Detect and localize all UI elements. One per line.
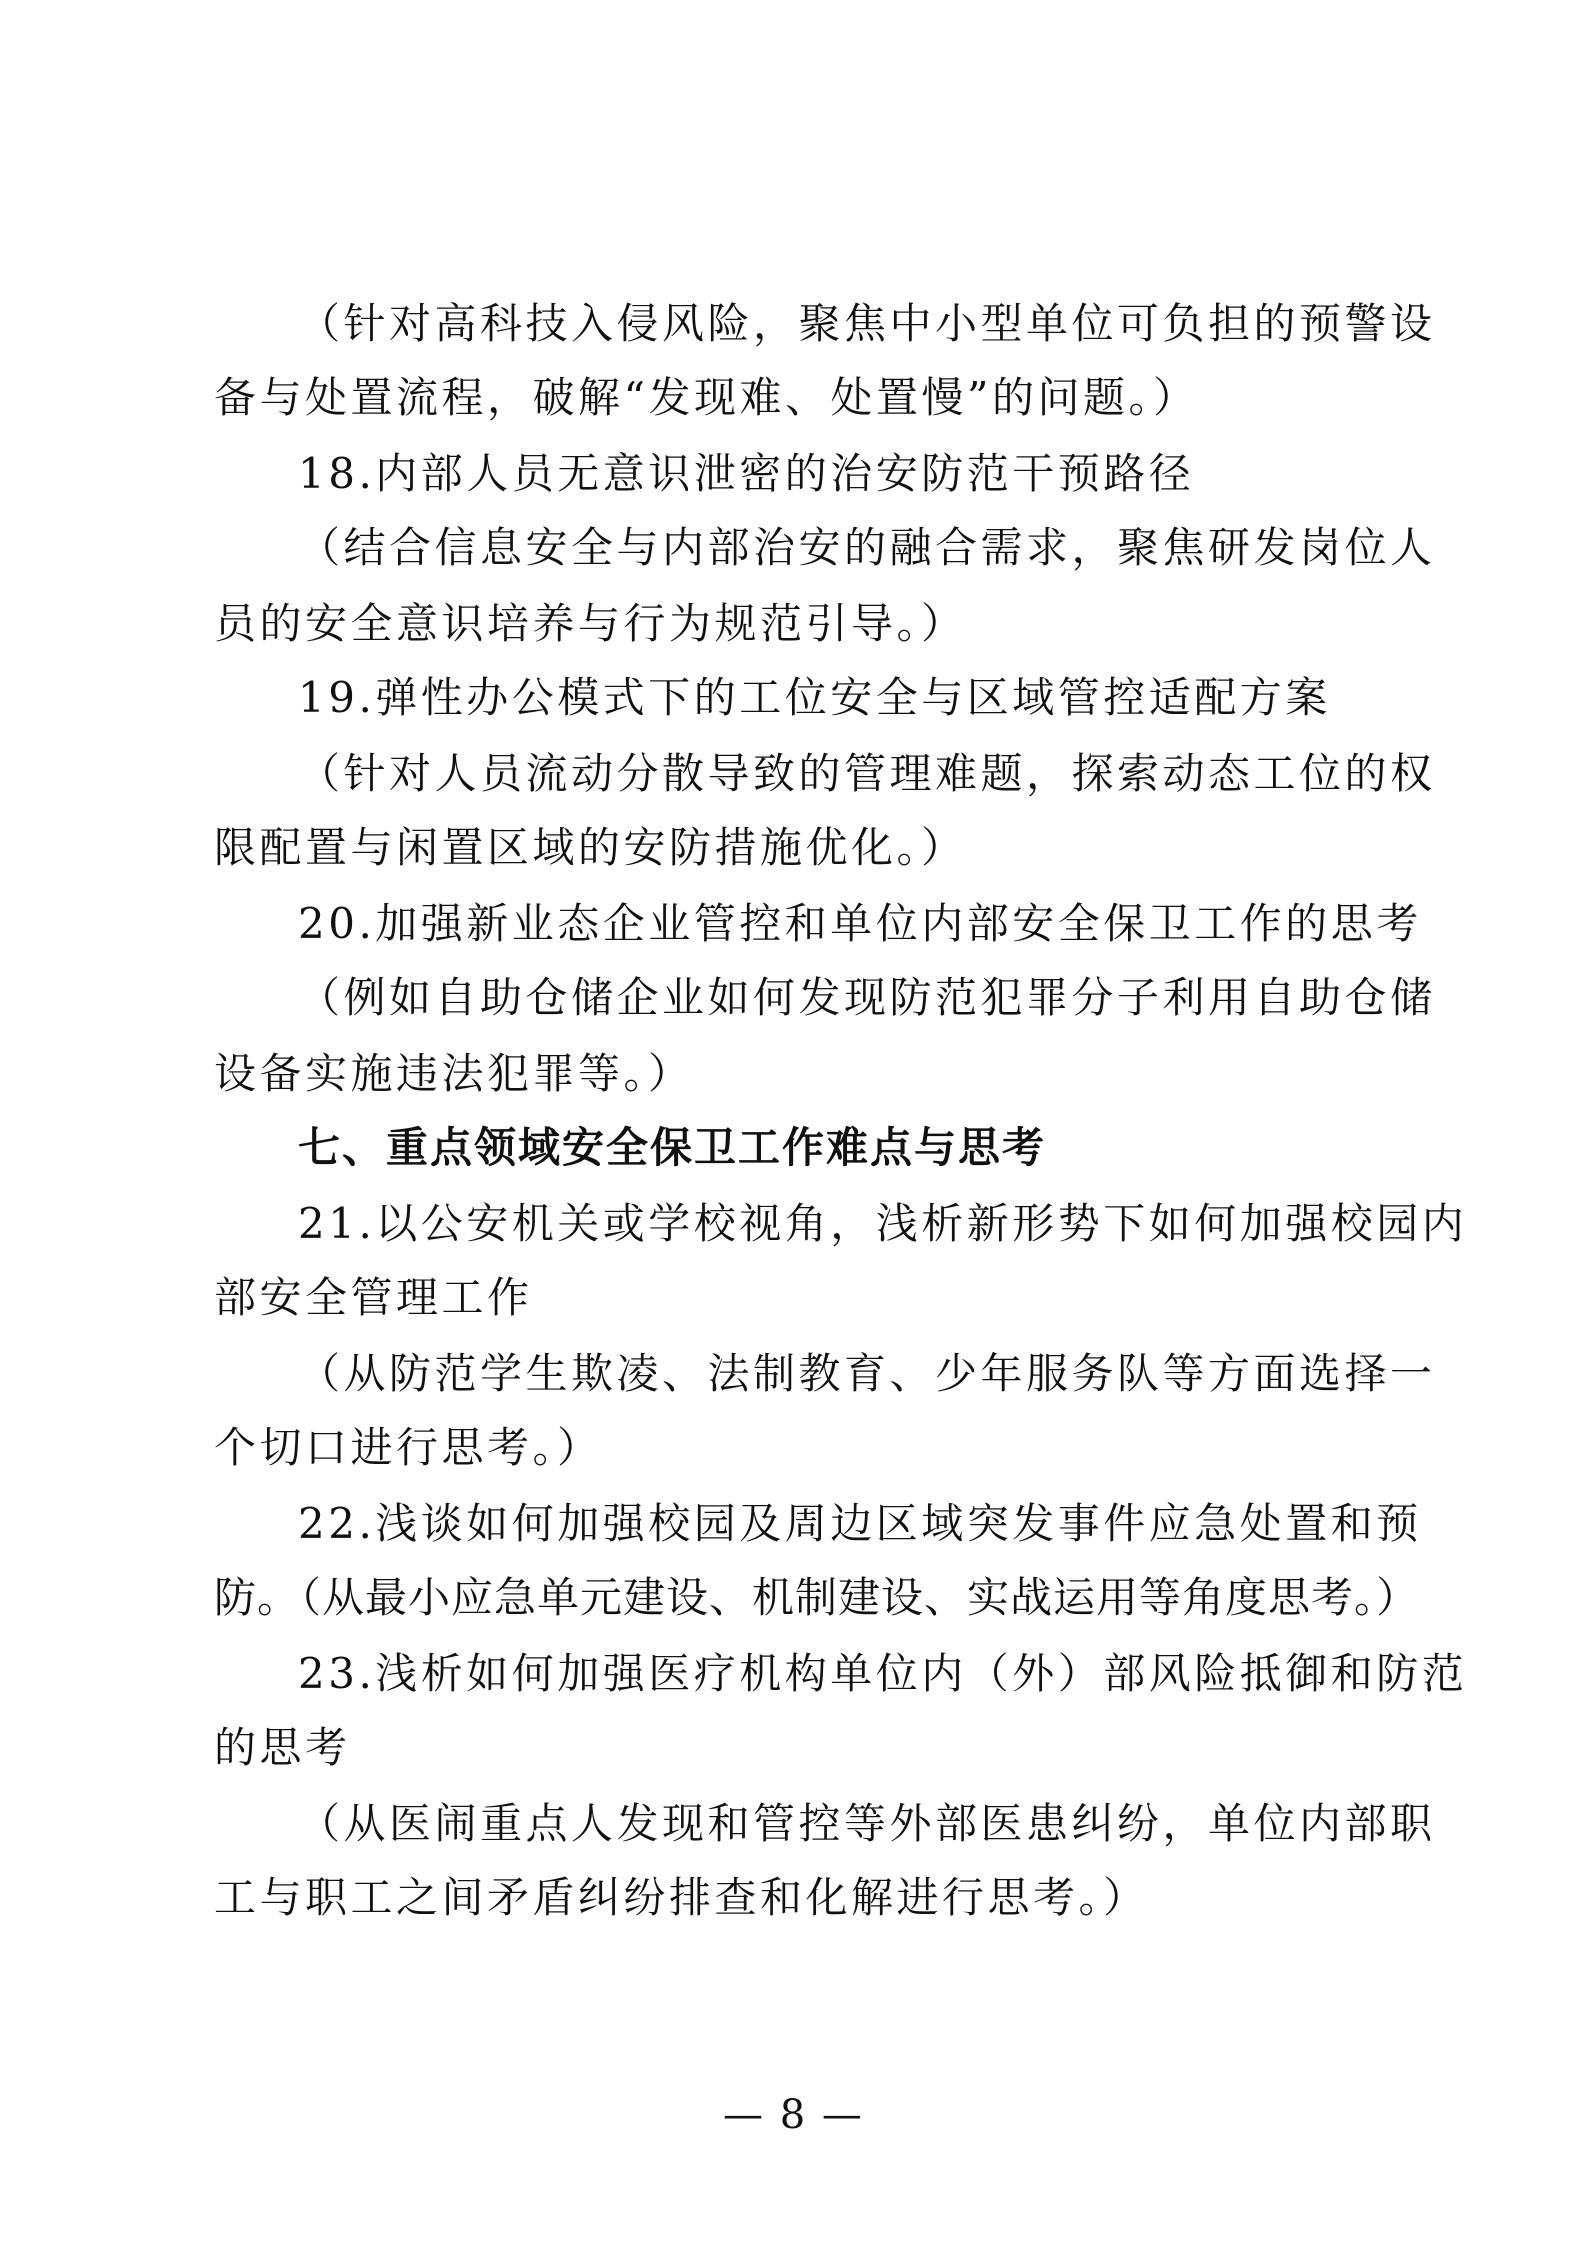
paragraph-line: （针对高科技入侵风险，聚焦中小型单位可负担的预警设 [298, 299, 1436, 348]
item-title-21: 21.以公安机关或学校视角，浅析新形势下如何加强校园内 [298, 1199, 1468, 1248]
paragraph-line: 防。（从最小应急单元建设、机制建设、实战运用等角度思考。） [214, 1573, 1420, 1622]
section-heading: 七、重点领域安全保卫工作难点与思考 [298, 1123, 1047, 1172]
paragraph-line: 部安全管理工作 [214, 1273, 533, 1322]
paragraph-line: （从医闹重点人发现和管控等外部医患纠纷，单位内部职 [298, 1799, 1436, 1848]
paragraph-line: 个切口进行思考。） [214, 1423, 603, 1472]
paragraph-line: （结合信息安全与内部治安的融合需求，聚焦研发岗位人 [298, 523, 1436, 572]
paragraph-line: 的思考 [214, 1723, 351, 1772]
item-title-22: 22.浅谈如何加强校园及周边区域突发事件应急处置和预 [298, 1499, 1422, 1548]
paragraph-line: （例如自助仓储企业如何发现防范犯罪分子利用自助仓储 [298, 973, 1436, 1022]
paragraph-line: （从防范学生欺凌、法制教育、少年服务队等方面选择一 [298, 1349, 1436, 1398]
paragraph-line: 限配置与闲置区域的安防措施优化。） [214, 823, 967, 872]
paragraph-line: （针对人员流动分散导致的管理难题，探索动态工位的权 [298, 749, 1436, 798]
paragraph-line: 设备实施违法犯罪等。） [214, 1049, 694, 1098]
page-number: — 8 — [723, 2092, 864, 2138]
item-title-23: 23.浅析如何加强医疗机构单位内（外）部风险抵御和防范 [298, 1649, 1468, 1698]
item-title-20: 20.加强新业态企业管控和单位内部安全保卫工作的思考 [298, 899, 1422, 948]
paragraph-line: 备与处置流程，破解“发现难、处置慢”的问题。） [214, 373, 1199, 422]
item-title-18: 18.内部人员无意识泄密的治安防范干预路径 [298, 449, 1195, 498]
paragraph-line: 员的安全意识培养与行为规范引导。） [214, 599, 967, 648]
paragraph-line: 工与职工之间矛盾纠纷排查和化解进行思考。） [214, 1873, 1149, 1922]
item-title-19: 19.弹性办公模式下的工位安全与区域管控适配方案 [298, 673, 1331, 722]
